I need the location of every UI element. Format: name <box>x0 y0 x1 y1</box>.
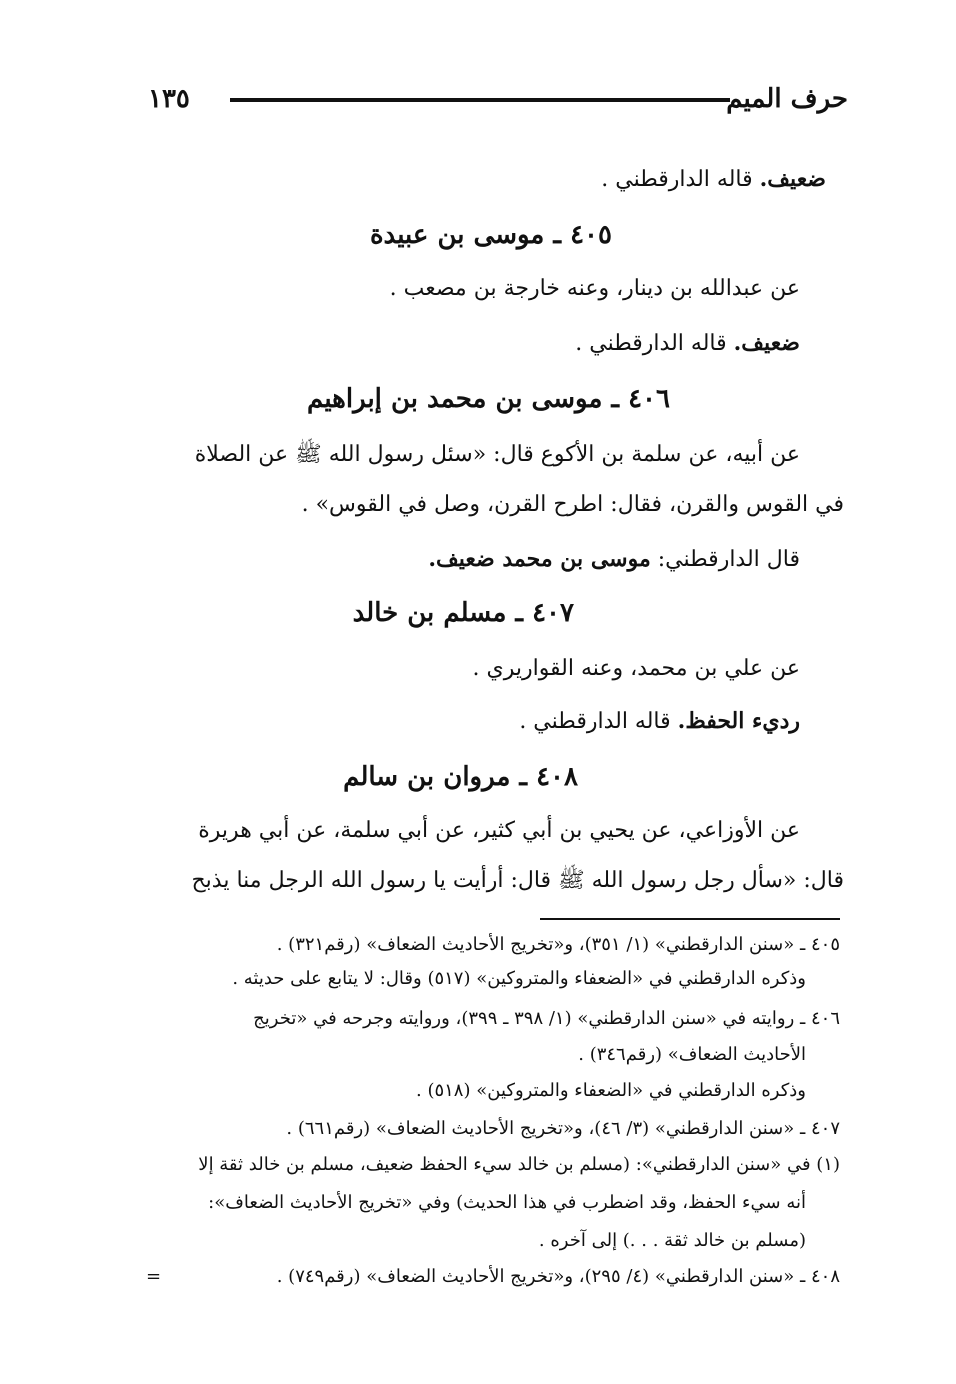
header-rule <box>230 98 730 102</box>
verdict-source: قاله الدارقطني . <box>601 167 760 192</box>
entry-406-line-2: في القوس والقرن، فقال: اطرح القرن، وصل في القوس» . <box>301 492 844 517</box>
entry-405-heading: ٤٠٥ ـ موسى بن عبيدة <box>369 220 612 250</box>
verdict-word: موسى بن محمد ضعيف. <box>428 546 651 572</box>
entry-407-line-1: عن علي بن محمد، وعنه القواريري . <box>472 656 800 681</box>
entry-408-line-1: عن الأوزاعي، عن يحيي بن أبي كثير، عن أبي سلمة، عن أبي هريرة <box>198 818 800 843</box>
verdict-word: رديء الحفظ. <box>677 708 800 734</box>
entry-407-heading: ٤٠٧ ـ مسلم بن خالد <box>352 598 574 628</box>
footnote-405-line-1: ٤٠٥ ـ «سنن الدارقطني» (١/ ٣٥١)، و«تخريج الأحاديث الضعاف» (رقم٣٢١) . <box>276 934 840 955</box>
footnote-406-line-1: ٤٠٦ ـ روايته في «سنن الدارقطني» (١/ ٣٩٨ ـ ٣٩٩)، وروايته وجرحه في «تخريج <box>253 1008 840 1029</box>
page-number: ١٣٥ <box>148 84 190 114</box>
top-verdict-line <box>601 166 826 192</box>
footnote-406-line-2: الأحاديث الضعاف» (رقم٣٤٦) . <box>578 1044 806 1065</box>
note-1-line-2: أنه سيء الحفظ، وقد اضطرب في هذا الحديث) وفي «تخريج الأحاديث الضعاف»: <box>208 1192 806 1213</box>
verdict-source: قاله الدارقطني . <box>519 709 678 734</box>
entry-408-line-2: قال: «سأل رجل رسول الله ﷺ قال: أرأيت يا رسول الله الرجل منا يذبح <box>191 868 844 893</box>
entry-405-line-1: عن عبدالله بن دينار، وعنه خارجة بن مصعب . <box>389 276 800 301</box>
entry-407-verdict <box>519 708 800 734</box>
continuation-mark: = <box>146 1266 162 1287</box>
footnote-separator <box>540 918 840 920</box>
footnote-407-line-1: ٤٠٧ ـ «سنن الدارقطني» (٣/ ٤٦)، و«تخريج الأحاديث الضعاف» (رقم٦٦١) . <box>286 1118 840 1139</box>
note-1-line-1: (١) في «سنن الدارقطني»: (مسلم بن خالد سيء الحفظ ضعيف، مسلم بن خالد ثقة إلا <box>198 1154 840 1175</box>
verdict-source: قال الدارقطني: <box>650 547 800 572</box>
entry-406-heading: ٤٠٦ ـ موسى بن محمد بن إبراهيم <box>307 384 670 414</box>
verdict-source: قاله الدارقطني . <box>575 331 734 356</box>
footnote-408-line-1: ٤٠٨ ـ «سنن الدارقطني» (٤/ ٢٩٥)، و«تخريج الأحاديث الضعاف» (رقم٧٤٩) . <box>276 1266 840 1287</box>
entry-406-line-1: عن أبيه، عن سلمة بن الأكوع قال: «سئل رسول الله ﷺ عن الصلاة <box>194 442 800 467</box>
entry-408-heading: ٤٠٨ ـ مروان بن سالم <box>343 762 578 792</box>
chapter-title: حرف الميم <box>726 84 848 114</box>
footnote-405-line-2: وذكره الدارقطني في «الضعفاء والمتروكين» (٥١٧) وقال: لا يتابع على حديثه . <box>232 968 806 989</box>
footnote-406-line-3: وذكره الدارقطني في «الضعفاء والمتروكين» (٥١٨) . <box>416 1080 806 1101</box>
verdict-word: ضعيف. <box>733 330 800 356</box>
running-header <box>148 84 848 120</box>
note-1-line-3: (مسلم بن خالد ثقة . . .) إلى آخره . <box>538 1230 806 1251</box>
entry-406-verdict <box>428 546 800 572</box>
verdict-word: ضعيف. <box>759 166 826 192</box>
entry-405-verdict <box>575 330 800 356</box>
